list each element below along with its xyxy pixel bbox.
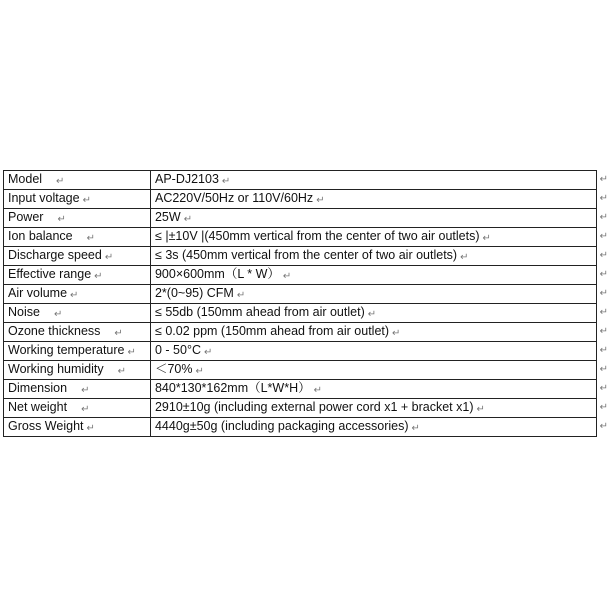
row-end-mark: ↵: [599, 383, 608, 394]
table-row: [4, 209, 597, 228]
spec-label-cell: [4, 209, 151, 228]
paragraph-mark: ↵: [367, 309, 377, 320]
table-row: [4, 323, 597, 342]
paragraph-mark: ↵: [203, 347, 213, 358]
spec-value: 900×600mm（L * W）: [154, 267, 280, 281]
table-row: [4, 418, 597, 437]
spec-value: AP-DJ2103: [154, 172, 219, 186]
paragraph-mark: ↵: [313, 385, 323, 396]
paragraph-mark: ↵: [81, 404, 90, 415]
spec-value: 840*130*162mm（L*W*H）: [154, 381, 311, 395]
table-row: [4, 361, 597, 380]
spec-value: ≤ 0.02 ppm (150mm ahead from air outlet): [154, 324, 390, 338]
row-end-mark: ↵: [599, 193, 608, 204]
spec-value-cell: [150, 247, 608, 266]
spec-label-cell: [4, 190, 151, 209]
paragraph-mark: ↵: [104, 252, 114, 263]
spec-label: Power: [8, 210, 44, 224]
spec-value: ＜70%: [154, 362, 193, 376]
paragraph-mark: ↵: [221, 176, 231, 187]
spec-label: Model: [8, 172, 43, 186]
paragraph-mark: ↵: [114, 328, 123, 339]
paragraph-mark: ↵: [70, 290, 79, 301]
paragraph-mark: ↵: [195, 366, 204, 377]
spec-label: Gross Weight: [8, 419, 84, 433]
spec-table-body: [4, 171, 608, 437]
spec-label-cell: [4, 361, 151, 380]
row-end-mark: ↵: [599, 269, 608, 280]
spec-value-cell: [150, 418, 608, 437]
paragraph-mark: ↵: [282, 271, 292, 282]
paragraph-mark: ↵: [86, 423, 95, 434]
spec-value: 4440g±50g (including packaging accessories): [154, 419, 409, 433]
row-end-mark: ↵: [599, 307, 608, 318]
spec-value-cell: [150, 304, 608, 323]
table-row: [4, 228, 597, 247]
spec-label: Effective range: [8, 267, 92, 281]
spec-value: 2*(0~95) CFM: [154, 286, 234, 300]
paragraph-mark: ↵: [56, 176, 65, 187]
spec-value-cell: [150, 342, 608, 361]
row-end-mark: ↵: [599, 364, 608, 375]
spec-label: Input voltage: [8, 191, 80, 205]
table-row: [4, 171, 597, 190]
paragraph-mark: ↵: [86, 233, 96, 244]
row-end-mark: ↵: [599, 174, 608, 185]
table-row: [4, 266, 597, 285]
spec-value-cell: [150, 323, 608, 342]
table-row: [4, 247, 597, 266]
spec-label-cell: [4, 171, 151, 190]
table-row: [4, 399, 597, 418]
spec-label: Working temperature: [8, 343, 125, 357]
spec-label: Air volume: [8, 286, 68, 300]
paragraph-mark: ↵: [82, 195, 91, 206]
spec-label: Ozone thickness: [8, 324, 101, 338]
spec-value: ≤ 55db (150mm ahead from air outlet): [154, 305, 365, 319]
paragraph-mark: ↵: [392, 328, 401, 339]
row-end-mark: ↵: [599, 421, 608, 432]
spec-value: AC220V/50Hz or 110V/60Hz: [154, 191, 314, 205]
row-end-mark: ↵: [599, 345, 608, 356]
spec-label-cell: [4, 399, 151, 418]
spec-label-cell: [4, 418, 151, 437]
row-end-mark: ↵: [599, 231, 608, 242]
spec-label-cell: [4, 247, 151, 266]
spec-value-cell: [150, 380, 608, 399]
spec-value-cell: [150, 228, 608, 247]
row-end-mark: ↵: [599, 250, 608, 261]
row-end-mark: ↵: [599, 212, 608, 223]
spec-label-cell: [4, 342, 151, 361]
paragraph-mark: ↵: [127, 347, 136, 358]
spec-value: ≤ |±10V |(450mm vertical from the center of two air outlets): [154, 229, 480, 243]
spec-value: 25W: [154, 210, 181, 224]
spec-value-cell: [150, 171, 608, 190]
paragraph-mark: ↵: [117, 366, 127, 377]
paragraph-mark: ↵: [476, 404, 485, 415]
table-row: [4, 304, 597, 323]
spec-label: Discharge speed: [8, 248, 102, 262]
spec-label: Working humidity: [8, 362, 104, 376]
spec-label-cell: [4, 323, 151, 342]
spec-value-cell: [150, 285, 608, 304]
spec-value-cell: [150, 190, 608, 209]
table-row: [4, 190, 597, 209]
paragraph-mark: ↵: [94, 271, 103, 282]
paragraph-mark: ↵: [236, 290, 246, 301]
spec-label-cell: [4, 380, 151, 399]
spec-label-cell: [4, 266, 151, 285]
paragraph-mark: ↵: [316, 195, 325, 206]
spec-value-cell: [150, 209, 608, 228]
spec-label-cell: [4, 304, 151, 323]
spec-label: Dimension: [8, 381, 68, 395]
paragraph-mark: ↵: [183, 214, 193, 225]
row-end-mark: ↵: [599, 326, 608, 337]
spec-table: [3, 170, 608, 437]
row-end-mark: ↵: [599, 402, 608, 413]
paragraph-mark: ↵: [460, 252, 469, 263]
spec-label-cell: [4, 228, 151, 247]
paragraph-mark: ↵: [411, 423, 420, 434]
table-row: [4, 342, 597, 361]
spec-value: 2910±10g (including external power cord x1 + bracket x1): [154, 400, 474, 414]
spec-label: Noise: [8, 305, 40, 319]
paragraph-mark: ↵: [482, 233, 491, 244]
spec-value-cell: [150, 399, 608, 418]
spec-value: ≤ 3s (450mm vertical from the center of two air outlets): [154, 248, 458, 262]
spec-label: Net weight: [8, 400, 68, 414]
row-end-mark: ↵: [599, 288, 608, 299]
spec-label: Ion balance: [8, 229, 73, 243]
paragraph-mark: ↵: [81, 385, 90, 396]
spec-value-cell: [150, 361, 608, 380]
paragraph-mark: ↵: [53, 309, 63, 320]
spec-value: 0 - 50°C: [154, 343, 201, 357]
paragraph-mark: ↵: [57, 214, 66, 225]
spec-label-cell: [4, 285, 151, 304]
spec-value-cell: [150, 266, 608, 285]
table-row: [4, 380, 597, 399]
table-row: [4, 285, 597, 304]
